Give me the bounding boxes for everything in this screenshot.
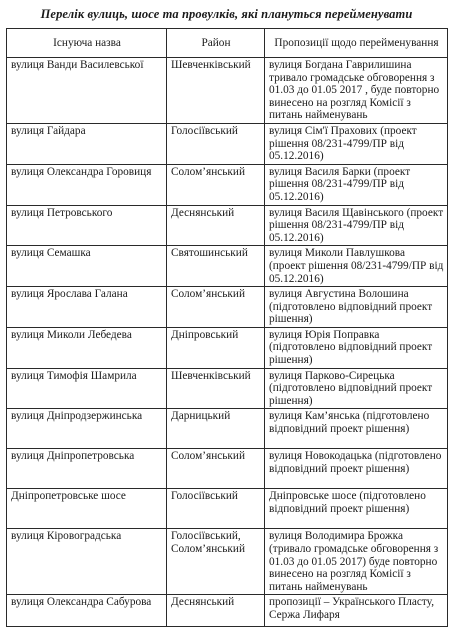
table-row bbox=[7, 449, 448, 489]
cell-existing-name: вулиця Петровського bbox=[7, 205, 167, 246]
table-row bbox=[7, 287, 448, 328]
cell-existing-name: вулиця Олександра Сабурова bbox=[7, 595, 167, 627]
cell-district: Голосіївський, Солом’янський bbox=[167, 529, 265, 595]
cell-proposal: вулиця Миколи Павлушкова (проект рішення 08/231-4799/ПР від 05.12.2016) bbox=[265, 246, 448, 287]
cell-proposal: вулиця Августина Волошина (підготовлено відповідний проект рішення) bbox=[265, 287, 448, 328]
cell-proposal: вулиця Богдана Гаврилишина тривало громадське обговорення з 01.03 до 01.05 2017 , буде повторно винесено на розгляд Комісії з питань найменувань bbox=[265, 58, 448, 124]
header-proposals bbox=[265, 29, 448, 58]
cell-proposal: вулиця Юрія Поправка (підготовлено відповідний проект рішення) bbox=[265, 327, 448, 368]
cell-existing-name: вулиця Гайдара bbox=[7, 123, 167, 164]
cell-district: Шевченківський bbox=[167, 58, 265, 124]
cell-proposal: вулиця Володимира Брожка (тривало громадське обговорення з 01.03 до 01.05 2017) буде повторно винесено на розгляд Комісії з питань найменувань bbox=[265, 529, 448, 595]
table-row bbox=[7, 409, 448, 449]
cell-district: Дніпровський bbox=[167, 327, 265, 368]
cell-district: Дарницький bbox=[167, 409, 265, 449]
cell-proposal: Дніпровське шосе (підготовлено відповідний проект рішення) bbox=[265, 489, 448, 529]
document-title: Перелік вулиць, шосе та провулків, які плануться перейменувати bbox=[40, 7, 413, 21]
cell-district: Шевченківський bbox=[167, 368, 265, 409]
cell-existing-name: Дніпропетровське шосе bbox=[7, 489, 167, 529]
table-header-row bbox=[7, 29, 448, 58]
table-row bbox=[7, 205, 448, 246]
cell-district: Деснянський bbox=[167, 205, 265, 246]
table-row bbox=[7, 164, 448, 205]
cell-existing-name: вулиця Тимофія Шамрила bbox=[7, 368, 167, 409]
cell-proposal: вулиця Сім'ї Прахових (проект рішення 08/231-4799/ПР від 05.12.2016) bbox=[265, 123, 448, 164]
cell-existing-name: вулиця Кіровоградська bbox=[7, 529, 167, 595]
header-proposals-label: Пропозиції щодо перейменування bbox=[274, 37, 439, 49]
cell-district: Солом’янський bbox=[167, 449, 265, 489]
table-row bbox=[7, 123, 448, 164]
cell-proposal: вулиця Кам’янська (підготовлено відповідний проект рішення) bbox=[265, 409, 448, 449]
streets-table bbox=[6, 28, 448, 627]
cell-district: Голосіївський bbox=[167, 489, 265, 529]
table-row bbox=[7, 368, 448, 409]
cell-existing-name: вулиця Ярослава Галана bbox=[7, 287, 167, 328]
table-row bbox=[7, 246, 448, 287]
cell-district: Святошинський bbox=[167, 246, 265, 287]
table-row bbox=[7, 58, 448, 124]
table-row bbox=[7, 327, 448, 368]
cell-district: Солом’янський bbox=[167, 164, 265, 205]
table-row bbox=[7, 595, 448, 627]
cell-proposal: вулиця Парково-Сирецька (підготовлено відповідний проект рішення) bbox=[265, 368, 448, 409]
cell-existing-name: вулиця Дніпропетровська bbox=[7, 449, 167, 489]
cell-district: Деснянський bbox=[167, 595, 265, 627]
cell-proposal: вулиця Новокодацька (підготовлено відповідний проект рішення) bbox=[265, 449, 448, 489]
cell-proposal: пропозиції – Українського Пласту, Сержа Лифаря bbox=[265, 595, 448, 627]
cell-existing-name: вулиця Дніпродзержинська bbox=[7, 409, 167, 449]
table-row bbox=[7, 529, 448, 595]
cell-existing-name: вулиця Ванди Василевської bbox=[7, 58, 167, 124]
cell-existing-name: вулиця Семашка bbox=[7, 246, 167, 287]
header-district: Район bbox=[167, 29, 265, 58]
header-existing-name: Існуюча назва bbox=[7, 29, 167, 58]
table-row bbox=[7, 489, 448, 529]
cell-district: Солом’янський bbox=[167, 287, 265, 328]
cell-existing-name: вулиця Миколи Лебедева bbox=[7, 327, 167, 368]
cell-proposal: вулиця Василя Барки (проект рішення 08/231-4799/ПР від 05.12.2016) bbox=[265, 164, 448, 205]
cell-district: Голосіївський bbox=[167, 123, 265, 164]
cell-existing-name: вулиця Олександра Горовиця bbox=[7, 164, 167, 205]
cell-proposal: вулиця Василя Щавінського (проект рішення 08/231-4799/ПР від 05.12.2016) bbox=[265, 205, 448, 246]
